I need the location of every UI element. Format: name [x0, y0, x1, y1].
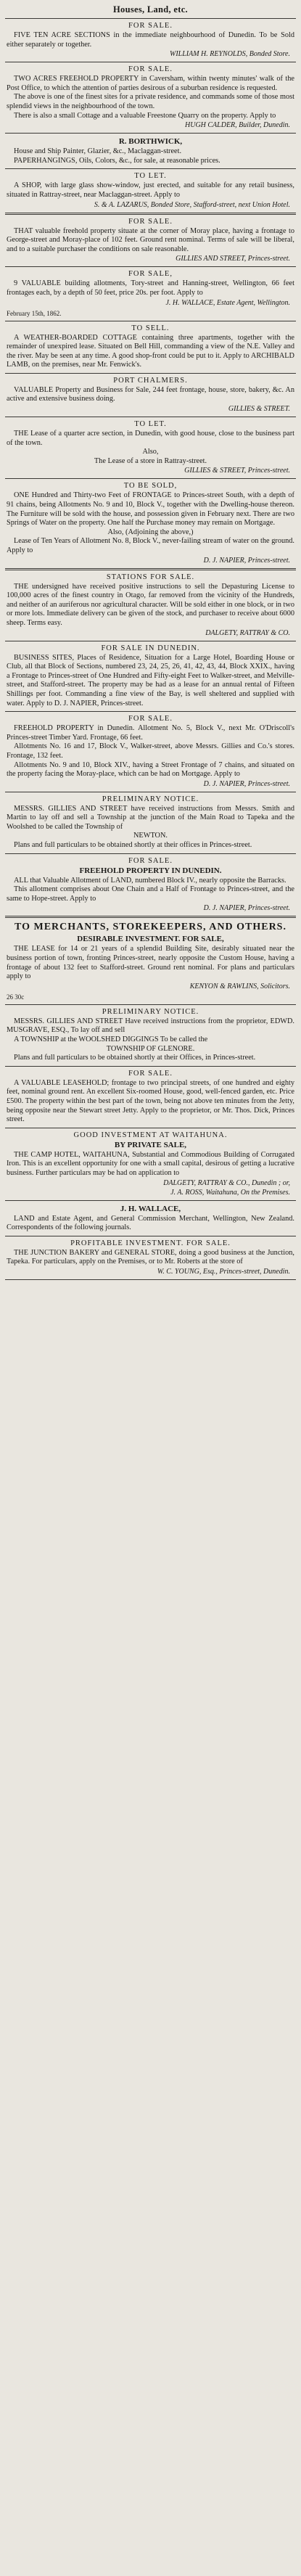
ad-heading: FOR SALE. — [128, 715, 173, 723]
advertisement — [5, 134, 296, 169]
ad-paragraph: TWO ACRES FREEHOLD PROPERTY in Caversham, within twenty minutes' walk of the Post Office, to which the attention of parties desirous of a suburban residence is requested. — [7, 75, 294, 92]
ad-heading: PORT CHALMERS. — [113, 376, 188, 385]
ad-paragraph: NEWTON. — [133, 832, 168, 840]
newspaper-page — [2, 0, 299, 2576]
ad-paragraph: The Lease of a store in Rattray-street. — [94, 456, 207, 465]
ad-paragraph: A WEATHER-BOARDED COTTAGE containing three apartments, together with the remainder of unexpired lease. Situated on Bell Hill, commanding a view of the N.E. Valley and the river. May be seen at any time. A good shop-front could be put to it. Apply to ARCHIBALD LAMB, on the premises, near Mr. Fenwick's. — [7, 333, 294, 369]
ad-heading: FOR SALE. — [128, 217, 173, 226]
ad-paragraph: VALUABLE Property and Business for Sale, 244 feet frontage, house, store, bakery, &c. An active and extensive business doing. — [7, 385, 294, 403]
ad-signature: DALGETY, RATTRAY & CO., Dunedin ; or, — [163, 1178, 290, 1187]
ad-paragraph: Plans and full particulars to be obtained shortly at their offices in Princes-street. — [14, 841, 252, 850]
advertisements-column — [5, 19, 296, 1280]
ad-paragraph: The above is one of the finest sites for a private residence, and commands some of those most splendid views in the neighbourhood of the town. — [7, 93, 294, 110]
ad-paragraph: Also, — [142, 448, 159, 456]
advertisement — [5, 374, 296, 417]
ad-heading: PRELIMINARY NOTICE. — [102, 795, 199, 803]
ad-paragraph: 9 VALUABLE building allotments, Tory-street and Hanning-street, Wellington, 66 feet frontages each, by a depth of 50 feet, price 20s. per foot. Apply to — [7, 279, 294, 297]
ad-heading: PROFITABLE INVESTMENT. FOR SALE. — [70, 1239, 231, 1247]
advertisement — [5, 62, 296, 134]
ad-paragraph: THE undersigned have received positive instructions to sell the Depasturing License to 100,000 acres of the finest country in Otago, far removed from the vicinity of the Hundreds, and neither of an auriferous nor agricultural character. Will be sold either in one block, or in two or more lots. Immediate delivery can be given of the stock, and purchaser to receive about 6000 sheep. Terms easy. — [7, 582, 294, 627]
ad-paragraph: Also, (Adjoining the above,) — [107, 528, 194, 536]
advertisement — [5, 712, 296, 792]
advertisement — [5, 417, 296, 479]
advertisement — [5, 641, 296, 713]
ad-footer-text: 26 30c — [7, 993, 25, 1001]
ad-signature: D. J. NAPIER, Princes-street. — [203, 779, 290, 788]
ad-paragraph: There is also a small Cottage and a valuable Freestone Quarry on the property. Apply to — [14, 111, 276, 120]
ad-paragraph: FIVE TEN ACRE SECTIONS in the immediate neighbourhood of Dunedin. To be Sold either separately or together. — [7, 31, 294, 49]
ad-heading: FOR SALE, — [128, 270, 173, 279]
advertisement — [5, 1067, 296, 1128]
ad-paragraph: THE CAMP HOTEL, WAITAHUNA, Substantial and Commodious Building of Corrugated Iron. This is an excellent opportunity for one with a small capital, desirous of getting a lucrative business. Further particulars may be had on application to — [7, 1150, 294, 1177]
ad-signature: D. J. NAPIER, Princes-street. — [203, 904, 290, 913]
ad-paragraph: THAT valuable freehold property situate at the corner of Moray place, having a frontage to George-street and Moray-place of 102 feet. Ground rent nominal. Terms of sale will be liberal, and to a suitable purchaser the conditions on sale reasonable. — [7, 226, 294, 253]
ad-signature: HUGH CALDER, Builder, Dunedin. — [185, 121, 290, 130]
ad-heading: TO SELL. — [131, 324, 170, 332]
ad-paragraph: ALL that Valuable Allotment of LAND, numbered Block IV., nearly opposite the Barracks. — [14, 876, 286, 885]
ad-heading: PRELIMINARY NOTICE. — [102, 1007, 199, 1016]
ad-heading: FOR SALE. — [128, 22, 173, 30]
advertisement — [5, 1236, 296, 1280]
ad-paragraph: BUSINESS SITES, Places of Residence, Situation for a Large Hotel, Boarding House or Club, all that Block of Sections, numbered 23, 24, 25, 26, 41, 42, 43, 44, Block XXIX., having a Frontage to Princes-street of One Hundred and Fifty-eight Feet to Walker-street, and Melville-street, and Stafford-street. The property may be had as a lease for an annual rental of Fifteen Shillings per foot. Commanding a fine view of the Bay, is well sheltered and supplied with water. Apply to D. J. NAPIER, Princes-street. — [7, 653, 294, 707]
ad-subheading: J. H. WALLACE, — [120, 1204, 181, 1213]
ad-subheading: FREEHOLD PROPERTY IN DUNEDIN. — [79, 866, 222, 875]
advertisement — [5, 215, 296, 268]
ad-paragraph: A SHOP, with large glass show-window, just erected, and suitable for any retail business, situated in Rattray-street, near Maclaggan-street. Apply to — [7, 181, 294, 199]
ad-subheading: DESIRABLE INVESTMENT. FOR SALE, — [77, 935, 224, 944]
ad-heading: TO LET. — [134, 420, 167, 429]
ad-footer-row — [7, 309, 294, 318]
ad-heading: TO LET. — [134, 172, 167, 181]
ad-heading: TO BE SOLD, — [123, 482, 178, 491]
advertisement — [5, 570, 296, 641]
advertisement — [5, 267, 296, 321]
advertisement — [5, 479, 296, 570]
ad-paragraph: Allotments No. 16 and 17, Block V., Walker-street, above Messrs. Gillies and Co.'s stores. Frontage, 132 feet. — [7, 742, 294, 760]
ad-signature: W. C. YOUNG, Esq., Princes-street, Dunedin. — [157, 1267, 290, 1276]
ad-heading: GOOD INVESTMENT AT WAITAHUNA. — [73, 1131, 228, 1139]
advertisement — [5, 321, 296, 374]
ad-signature: KENYON & RAWLINS, Solicitors. — [189, 982, 290, 990]
advertisement — [5, 1005, 296, 1067]
advertisement — [5, 19, 296, 62]
ad-signature: GILLIES & STREET, Princes-street. — [184, 467, 290, 475]
ad-paragraph: THE JUNCTION BAKERY and GENERAL STORE, doing a good business at the Junction, Tapeka. For particulars, apply on the Premises, or to Mr. Roberts at the store of — [7, 1248, 294, 1266]
advertisement — [5, 1201, 296, 1236]
ad-headline: TO MERCHANTS, STOREKEEPERS, AND OTHERS. — [15, 922, 286, 933]
ad-subheading: BY PRIVATE SALE, — [114, 1140, 187, 1149]
ad-paragraph: A TOWNSHIP at the WOOLSHED DIGGINGS To be called the — [14, 1035, 208, 1043]
ad-heading: FOR SALE. — [128, 65, 173, 74]
ad-footer-row — [7, 993, 294, 1001]
ad-paragraph: MESSRS. GILLIES AND STREET Have received instructions from the proprietor, EDWD. MUSGRAVE, ESQ., To lay off and sell — [7, 1017, 294, 1035]
ad-signature: D. J. NAPIER, Princes-street. — [203, 556, 290, 565]
advertisement — [5, 854, 296, 919]
ad-signature: J. H. WALLACE, Estate Agent, Wellington. — [165, 298, 290, 307]
ad-signature: DALGETY, RATTRAY & CO. — [205, 628, 290, 637]
advertisement — [5, 1128, 296, 1201]
ad-footer-text: February 15th, 1862. — [7, 309, 62, 317]
ad-signature: S. & A. LAZARUS, Bonded Store, Stafford-street, next Union Hotel. — [94, 200, 290, 209]
ad-paragraph: MESSRS. GILLIES AND STREET have received instructions from Messrs. Smith and Martin to lay off and sell a Township at the junction of the Main Road to Tapeka and the Woolshed to be called the Township of — [7, 804, 294, 831]
ad-heading: FOR SALE IN DUNEDIN. — [101, 644, 200, 652]
ad-heading: FOR SALE. — [128, 1069, 173, 1078]
ad-paragraph: House and Ship Painter, Glazier, &c., Maclaggan-street. — [14, 147, 182, 156]
ad-paragraph: PAPERHANGINGS, Oils, Colors, &c., for sale, at reasonable prices. — [14, 156, 220, 165]
ad-paragraph: LAND and Estate Agent, and General Commission Merchant, Wellington, New Zealand. Correspondents of the following journals. — [7, 1214, 294, 1232]
ad-signature: GILLIES AND STREET, Princes-street. — [176, 255, 290, 263]
ad-paragraph: Plans and full particulars to be obtained shortly at their Offices, in Princes-street. — [14, 1054, 256, 1062]
ad-heading: STATIONS FOR SALE. — [106, 573, 195, 581]
ad-paragraph: THE LEASE for 14 or 21 years of a splendid Building Site, desirably situated near the business portion of town, fronting Princes-street, nearly opposite the Custom House, having a frontage of about 132 feet to Stafford-street. Ground rent nominal. For plans and particulars apply to — [7, 945, 294, 981]
ad-paragraph: A VALUABLE LEASEHOLD; frontage to two principal streets, of one hundred and eighty feet, nominal ground rent. An excellent Six-roomed House, good, well-fenced garden, etc. Price £500. The property within the best part of the town, being not above ten minutes from the Jetty, being opposite near the Stewart street Jetty. Apply to the proprietor, or Mr. Thos. Dick, Princes street. — [7, 1078, 294, 1124]
ad-paragraph: Lease of Ten Years of Allotment No. 8, Block V., never-failing stream of water on the ground. Apply to — [7, 537, 294, 554]
advertisement — [5, 792, 296, 854]
ad-paragraph: Allotments No. 9 and 10, Block XIV., having a Street Frontage of 7 chains, and situated on the property facing the Moray-place, which can be had on Mortgage. Apply to — [7, 760, 294, 779]
ad-paragraph: ONE Hundred and Thirty-two Feet of FRONTAGE to Princes-street South, with a depth of 91 chains, being Allotments No. 9 and 10, Block V., together with the Dwelling-house thereon. The Furniture will be sold with the house, and possession given in February next. There are two Springs of Water on the property. One half the Purchase money may remain on Mortgage. — [7, 491, 294, 528]
ad-paragraph: THE Lease of a quarter acre section, in Dunedin, with good house, close to the business part of the town. — [7, 430, 294, 447]
ad-signature: J. A. ROSS, Waitahuna, On the Premises. — [170, 1188, 290, 1197]
ad-signature: GILLIES & STREET. — [228, 405, 290, 414]
advertisement — [5, 169, 296, 214]
section-masthead: Houses, Land, etc. — [5, 0, 296, 19]
ad-paragraph: TOWNSHIP OF GLENORE. — [106, 1044, 195, 1053]
ad-subheading: R. BORTHWICK, — [118, 137, 183, 147]
ad-heading: FOR SALE. — [128, 856, 173, 865]
ad-signature: WILLIAM H. REYNOLDS, Bonded Store. — [169, 50, 290, 59]
ad-paragraph: FREEHOLD PROPERTY in Dunedin. Allotment No. 5, Block V., next Mr. O'Driscoll's Princes-street Timber Yard. Frontage, 66 feet. — [7, 724, 294, 742]
advertisement — [5, 918, 296, 1004]
ad-paragraph: This allotment comprises about One Chain and a Half of Frontage to Princes-street, and the same to Hope-street. Apply to — [7, 885, 294, 903]
